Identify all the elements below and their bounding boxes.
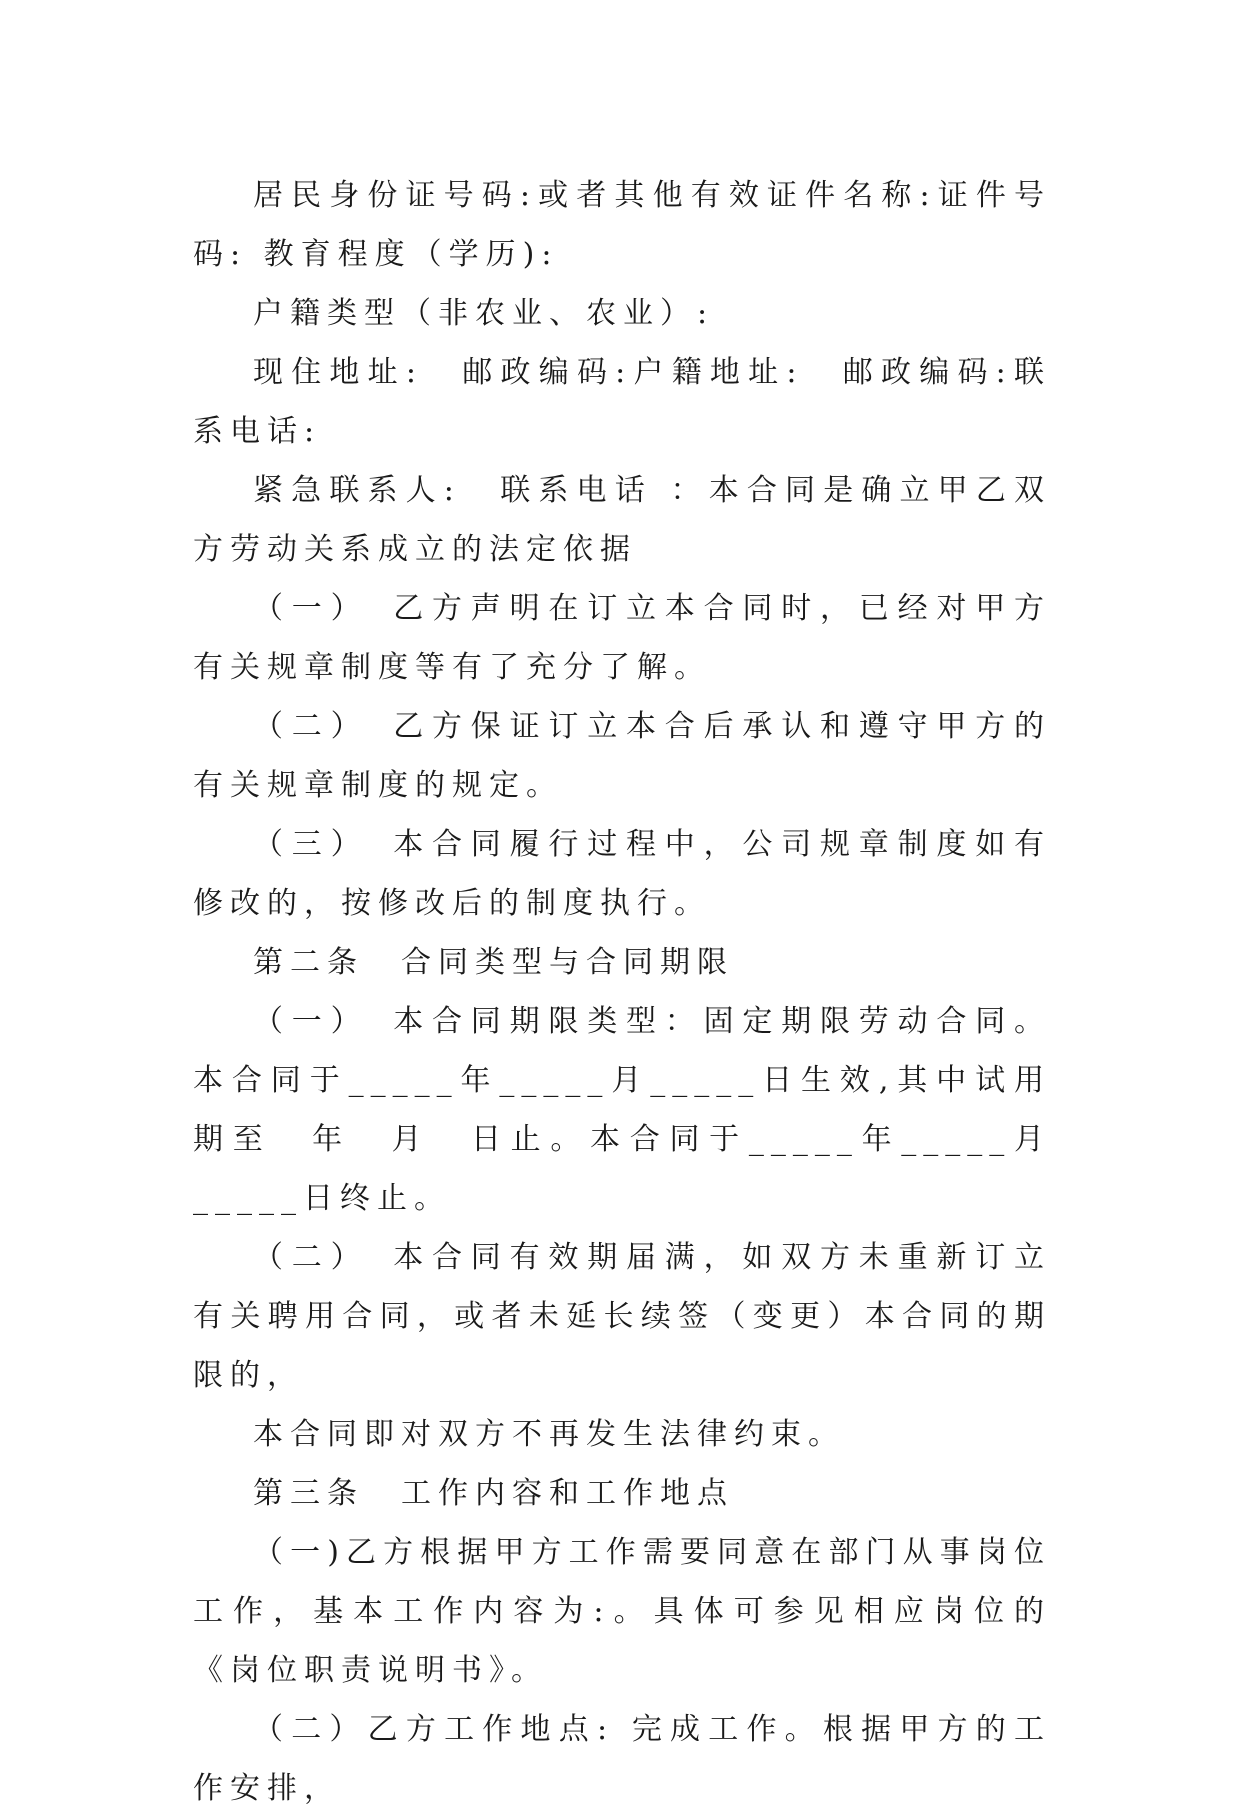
paragraph-address: 现住地址: 邮政编码:户籍地址: 邮政编码:联系电话:: [193, 355, 1051, 449]
paragraph-clause-1-3: （三） 本合同履行过程中，公司规章制度如有修改的，按修改后的制度执行。: [193, 827, 1051, 921]
paragraph-clause-2-1: （一） 本合同期限类型：固定期限劳动合同。本合同于_____年_____月_____日生效,其中试用期至 年 月 日止。本合同于_____年_____月_____日终止。: [193, 1004, 1051, 1216]
article-2-heading: 第二条 合同类型与合同期限: [253, 945, 734, 980]
paragraph-clause-2-2-cont: 本合同即对双方不再发生法律约束。: [253, 1417, 845, 1452]
paragraph-clause-3-1: （一)乙方根据甲方工作需要同意在部门从事岗位工作，基本工作内容为:。具体可参见相应岗位的《岗位职责说明书》。: [193, 1535, 1051, 1688]
paragraph-clause-2-2: （二） 本合同有效期届满，如双方未重新订立有关聘用合同，或者未延长续签（变更）本合同的期限的，: [193, 1240, 1051, 1393]
paragraph-household-type: 户籍类型（非农业、农业）:: [253, 296, 715, 331]
paragraph-clause-1-1: （一） 乙方声明在订立本合同时，已经对甲方有关规章制度等有了充分了解。: [193, 591, 1051, 685]
article-3-heading: 第三条 工作内容和工作地点: [253, 1476, 734, 1511]
paragraph-emergency-contact: 紧急联系人: 联系电话 ：本合同是确立甲乙双方劳动关系成立的法定依据: [193, 473, 1051, 567]
paragraph-id-number: 居民身份证号码:或者其他有效证件名称:证件号码: 教育程度（学历):: [193, 178, 1051, 272]
paragraph-clause-3-2: （二）乙方工作地点: 完成工作。根据甲方的工作安排，: [193, 1712, 1051, 1806]
paragraph-clause-1-2: （二） 乙方保证订立本合后承认和遵守甲方的有关规章制度的规定。: [193, 709, 1051, 803]
document-body: [193, 166, 1051, 1818]
